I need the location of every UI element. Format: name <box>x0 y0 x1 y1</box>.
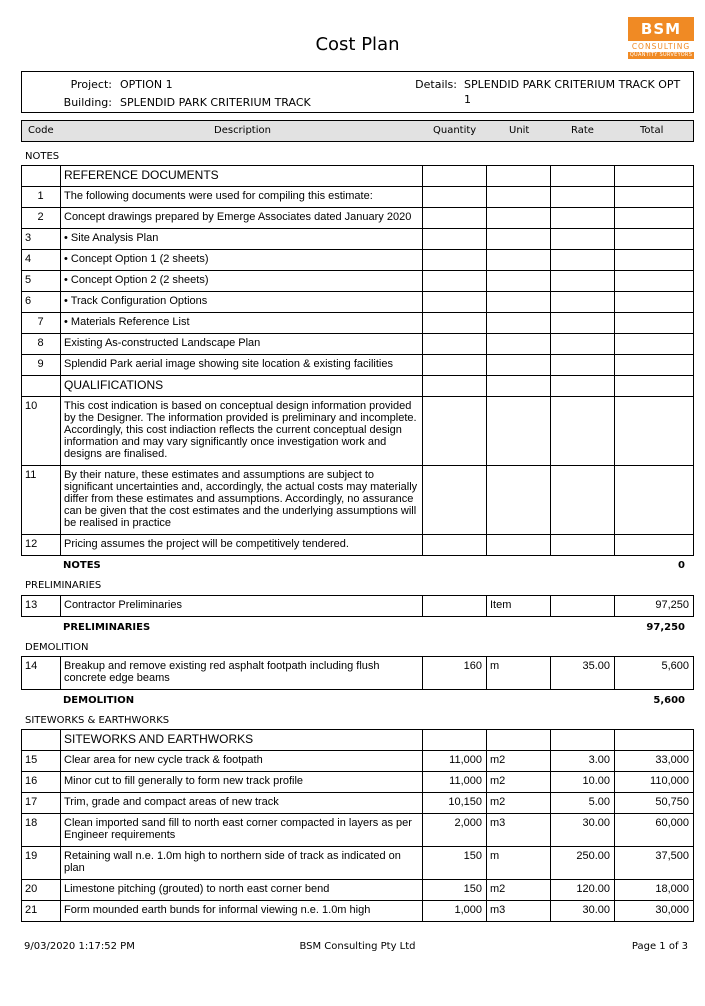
row-description: Existing As-constructed Landscape Plan <box>61 334 423 355</box>
row-code: 14 <box>22 657 61 690</box>
section-title-demolition: DEMOLITION <box>25 642 89 653</box>
row-code: 2 <box>22 208 61 229</box>
subtotal-label-preliminaries: PRELIMINARIES <box>63 622 151 633</box>
row-description: Clean imported sand fill to north east corner compacted in layers as per Engineer requirements <box>61 814 423 847</box>
row-total: 50,750 <box>615 793 694 814</box>
table-row <box>22 901 694 922</box>
preliminaries-table <box>21 595 694 617</box>
row-code: 11 <box>22 466 61 535</box>
row-code: 19 <box>22 847 61 880</box>
footer-timestamp: 9/03/2020 1:17:52 PM <box>24 941 135 952</box>
row-code: 16 <box>22 772 61 793</box>
column-description: Description <box>214 125 271 136</box>
row-rate <box>551 596 615 617</box>
row-quantity: 1,000 <box>423 901 487 922</box>
row-rate: 30.00 <box>551 901 615 922</box>
section-title-siteworks: SITEWORKS & EARTHWORKS <box>25 715 170 726</box>
row-unit: m3 <box>487 901 551 922</box>
row-unit: m <box>487 657 551 690</box>
row-description: By their nature, these estimates and assumptions are subject to significant uncertainties and, accordingly, the actual costs may materially differ from these estimates and assumptions. Accordingly, no assurance can be given that the cost estimates and the underlying assumptions will be realised in practice <box>61 466 423 535</box>
row-unit: m2 <box>487 772 551 793</box>
row-description: The following documents were used for compiling this estimate: <box>61 187 423 208</box>
subtotal-label-notes: NOTES <box>63 560 101 571</box>
row-quantity: 11,000 <box>423 751 487 772</box>
row-description: This cost indication is based on conceptual design information provided by the Designer. The information provided is preliminary and incomplete. Accordingly, this cost indiaction reflects the current conceptual design information and may vary significantly once investigation work and designs are finalised. <box>61 397 423 466</box>
row-description: Contractor Preliminaries <box>61 596 423 617</box>
row-description: Splendid Park aerial image showing site location & existing facilities <box>61 355 423 376</box>
siteworks-table <box>21 729 694 922</box>
table-row <box>22 751 694 772</box>
row-code: 12 <box>22 535 61 556</box>
row-rate: 250.00 <box>551 847 615 880</box>
column-total: Total <box>640 125 664 136</box>
row-unit: m <box>487 847 551 880</box>
table-row <box>22 596 694 617</box>
table-row <box>22 847 694 880</box>
row-quantity: 11,000 <box>423 772 487 793</box>
row-code: 8 <box>22 334 61 355</box>
footer-page-number: Page 1 of 3 <box>631 941 688 952</box>
row-code: 17 <box>22 793 61 814</box>
row-description: • Materials Reference List <box>61 313 423 334</box>
row-description: Limestone pitching (grouted) to north east corner bend <box>61 880 423 901</box>
table-row <box>22 229 694 250</box>
column-rate: Rate <box>571 125 594 136</box>
row-description: • Concept Option 2 (2 sheets) <box>61 271 423 292</box>
table-row <box>22 292 694 313</box>
column-quantity: Quantity <box>433 125 477 136</box>
row-code: 15 <box>22 751 61 772</box>
row-rate: 5.00 <box>551 793 615 814</box>
table-row <box>22 772 694 793</box>
row-code: 5 <box>22 271 61 292</box>
row-unit: Item <box>487 596 551 617</box>
row-code: 10 <box>22 397 61 466</box>
row-code: 21 <box>22 901 61 922</box>
row-description: Minor cut to fill generally to form new track profile <box>61 772 423 793</box>
details-value-cont: 1 <box>464 93 471 106</box>
row-code: 20 <box>22 880 61 901</box>
group-heading: SITEWORKS AND EARTHWORKS <box>61 730 423 751</box>
row-quantity: 2,000 <box>423 814 487 847</box>
row-code: 18 <box>22 814 61 847</box>
table-row <box>22 466 694 535</box>
row-rate: 3.00 <box>551 751 615 772</box>
details-label: Details: <box>415 78 457 91</box>
demolition-table <box>21 656 694 690</box>
row-total: 18,000 <box>615 880 694 901</box>
building-value: SPLENDID PARK CRITERIUM TRACK <box>120 96 311 109</box>
row-description: Breakup and remove existing red asphalt footpath including flush concrete edge beams <box>61 657 423 690</box>
table-row <box>22 376 694 397</box>
subtotal-value-preliminaries: 97,250 <box>646 622 685 633</box>
row-code: 1 <box>22 187 61 208</box>
row-description: Trim, grade and compact areas of new track <box>61 793 423 814</box>
table-row <box>22 250 694 271</box>
row-total: 60,000 <box>615 814 694 847</box>
row-description: Retaining wall n.e. 1.0m high to northern side of track as indicated on plan <box>61 847 423 880</box>
section-title-preliminaries: PRELIMINARIES <box>25 580 102 591</box>
company-logo <box>628 17 694 61</box>
project-label: Project: <box>70 78 112 91</box>
row-total: 5,600 <box>615 657 694 690</box>
column-code: Code <box>28 125 54 136</box>
row-code: 9 <box>22 355 61 376</box>
table-row <box>22 730 694 751</box>
details-value: SPLENDID PARK CRITERIUM TRACK OPT <box>464 78 681 91</box>
row-total: 37,500 <box>615 847 694 880</box>
building-label: Building: <box>63 96 112 109</box>
project-info-box <box>21 71 694 113</box>
project-value: OPTION 1 <box>120 78 173 91</box>
row-quantity: 150 <box>423 880 487 901</box>
table-row <box>22 208 694 229</box>
table-row <box>22 814 694 847</box>
row-description: Clear area for new cycle track & footpath <box>61 751 423 772</box>
row-quantity <box>423 596 487 617</box>
row-quantity: 150 <box>423 847 487 880</box>
row-code: 4 <box>22 250 61 271</box>
row-total: 33,000 <box>615 751 694 772</box>
table-row <box>22 535 694 556</box>
row-unit: m2 <box>487 880 551 901</box>
row-total: 30,000 <box>615 901 694 922</box>
row-rate: 10.00 <box>551 772 615 793</box>
column-unit: Unit <box>509 125 530 136</box>
page-title: Cost Plan <box>315 34 400 55</box>
subtotal-value-notes: 0 <box>678 560 685 571</box>
column-header-bar <box>21 120 694 142</box>
logo-tagline: QUANTITY SURVEYORS <box>629 52 693 58</box>
table-row <box>22 397 694 466</box>
section-title-notes: NOTES <box>25 151 60 162</box>
group-heading: REFERENCE DOCUMENTS <box>61 166 423 187</box>
subtotal-value-demolition: 5,600 <box>653 695 685 706</box>
row-unit: m2 <box>487 793 551 814</box>
table-row <box>22 355 694 376</box>
row-rate: 35.00 <box>551 657 615 690</box>
table-row <box>22 166 694 187</box>
row-code: 6 <box>22 292 61 313</box>
row-unit: m3 <box>487 814 551 847</box>
row-code: 7 <box>22 313 61 334</box>
table-row <box>22 271 694 292</box>
logo-subtitle: CONSULTING <box>631 42 691 51</box>
row-description: Pricing assumes the project will be competitively tendered. <box>61 535 423 556</box>
table-row <box>22 793 694 814</box>
row-rate: 120.00 <box>551 880 615 901</box>
table-row <box>22 313 694 334</box>
logo-mark: BSM <box>628 17 694 41</box>
row-description: Form mounded earth bunds for informal viewing n.e. 1.0m high <box>61 901 423 922</box>
row-description: • Concept Option 1 (2 sheets) <box>61 250 423 271</box>
subtotal-label-demolition: DEMOLITION <box>63 695 135 706</box>
table-row <box>22 657 694 690</box>
row-description: • Track Configuration Options <box>61 292 423 313</box>
row-total: 97,250 <box>615 596 694 617</box>
row-unit: m2 <box>487 751 551 772</box>
footer-company: BSM Consulting Pty Ltd <box>299 941 416 952</box>
row-rate: 30.00 <box>551 814 615 847</box>
table-row <box>22 880 694 901</box>
notes-table <box>21 165 694 556</box>
row-code: 3 <box>22 229 61 250</box>
row-code: 13 <box>22 596 61 617</box>
table-row <box>22 187 694 208</box>
row-description: • Site Analysis Plan <box>61 229 423 250</box>
row-quantity: 10,150 <box>423 793 487 814</box>
row-total: 110,000 <box>615 772 694 793</box>
row-description: Concept drawings prepared by Emerge Associates dated January 2020 <box>61 208 423 229</box>
row-quantity: 160 <box>423 657 487 690</box>
table-row <box>22 334 694 355</box>
group-heading: QUALIFICATIONS <box>61 376 423 397</box>
